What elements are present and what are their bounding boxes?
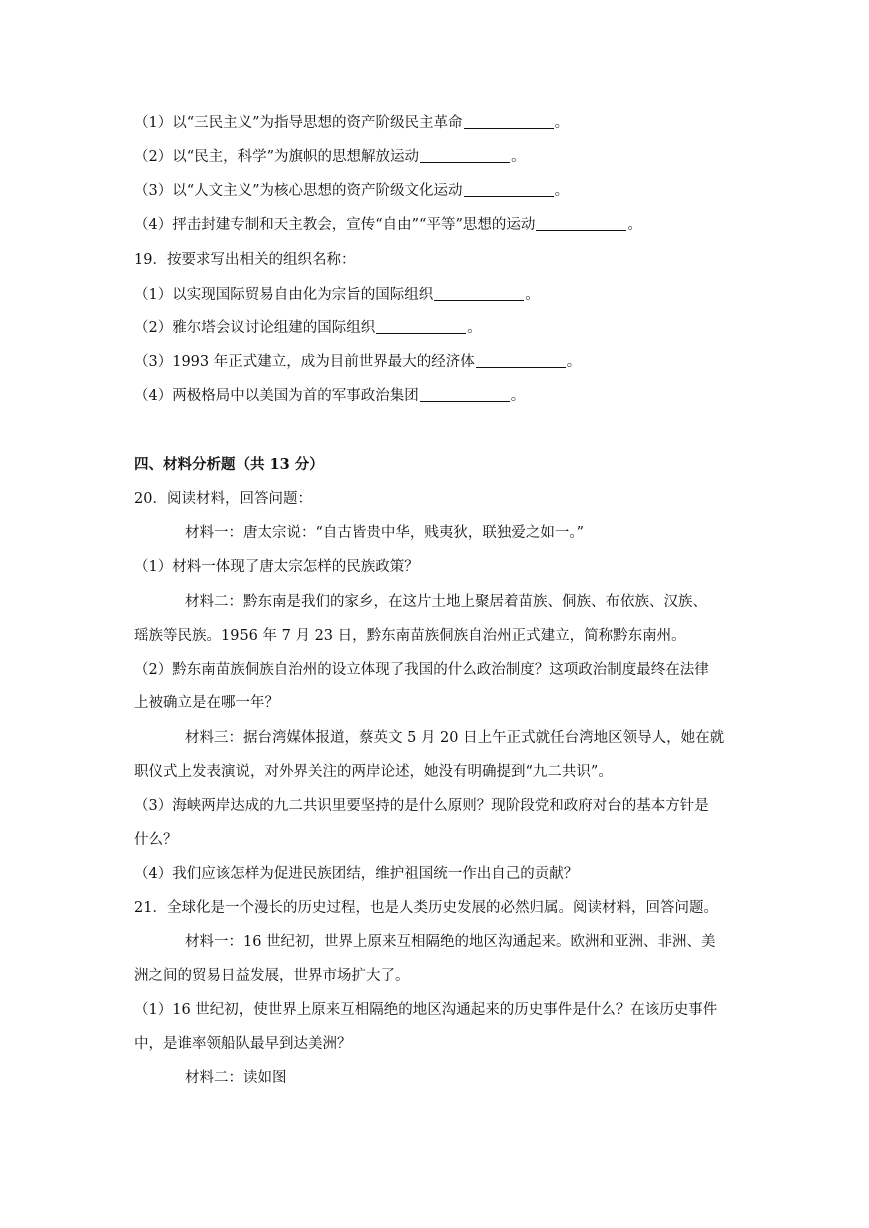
answer-blank[interactable] [464,114,554,129]
punctuation: 。 [511,149,526,165]
punctuation: 。 [554,115,570,131]
q20-material-3-line-2: 职仪式上发表演说，对外界关注的两岸论述，她没有明确提到“九二共识”。 [134,764,613,780]
q21-stem: 21．全球化是一个漫长的历史过程，也是人类历史发展的必然归属。阅读材料，回答问题。 [134,900,718,916]
q20-subquestion-4: （4）我们应该怎样为促进民族团结，维护祖国统一作出自己的贡献？ [134,866,579,882]
q21-material-2: 材料二：读如图 [185,1070,287,1086]
q19-item-4-text: （4）两极格局中以美国为首的军事政治集团 [134,388,419,404]
q19-item-3 [134,352,581,372]
q20-subquestion-2-line-2: 上被确立是在哪一年？ [134,695,279,711]
q18-item-4-text: （4）抨击封建专制和天主教会，宣传“自由”“平等”思想的运动 [134,217,536,233]
q20-stem: 20．阅读材料，回答问题： [134,491,312,507]
answer-blank[interactable] [476,353,566,368]
q18-item-2 [134,147,526,167]
q18-item-3 [134,181,569,201]
q21-subquestion-1-line-2: 中，是谁率领船队最早到达美洲？ [134,1036,352,1052]
q18-item-4 [134,215,642,235]
q20-material-3-line-1: 材料三：据台湾媒体报道，蔡英文 5 月 20 日上午正式就任台湾地区领导人，她在就 [185,730,725,746]
q20-material-1: 材料一：唐太宗说：“自古皆贵中华，贱夷狄，联独爱之如一。” [185,525,585,541]
q21-material-1-line-2: 洲之间的贸易日益发展，世界市场扩大了。 [134,968,410,984]
q19-stem: 19．按要求写出相关的组织名称： [134,252,356,268]
q19-item-2 [134,318,482,338]
q19-item-2-text: （2）雅尔塔会议讨论组建的国际组织 [134,320,376,336]
q20-material-2-line-1: 材料二：黔东南是我们的家乡，在这片土地上聚居着苗族、侗族、布依族、汉族、 [185,594,707,610]
q19-item-1-text: （1）以实现国际贸易自由化为宗旨的国际组织 [134,287,434,303]
punctuation: 。 [566,354,582,370]
q20-material-2-line-2: 瑶族等民族。1956 年 7 月 23 日，黔东南苗族侗族自治州正式建立，简称黔东南州。 [134,628,686,644]
q20-subquestion-3-line-1: （3）海峡两岸达成的九二共识里要坚持的是什么原则？现阶段党和政府对台的基本方针是 [134,798,709,814]
q19-item-1 [134,285,540,305]
q20-subquestion-1: （1）材料一体现了唐太宗怎样的民族政策？ [134,559,419,575]
punctuation: 。 [627,217,642,233]
q18-item-1 [134,113,569,133]
answer-blank[interactable] [464,182,554,197]
answer-blank[interactable] [420,148,510,163]
q21-material-1-line-1: 材料一：16 世纪初，世界上原来互相隔绝的地区沟通起来。欧洲和亚洲、非洲、美 [185,934,716,950]
q19-item-4 [134,386,525,406]
punctuation: 。 [510,388,526,404]
punctuation: 。 [525,287,540,303]
answer-blank[interactable] [376,319,466,334]
q18-item-3-text: （3）以“人文主义”为核心思想的资产阶级文化运动 [134,183,463,199]
section-heading: 四、材料分析题（共 13 分） [134,456,324,473]
q19-item-3-text: （3）1993 年正式建立，成为目前世界最大的经济体 [134,354,475,370]
punctuation: 。 [467,320,482,336]
q18-item-2-text: （2）以“民主，科学”为旗帜的思想解放运动 [134,149,420,165]
punctuation: 。 [554,183,570,199]
q20-subquestion-2-line-1: （2）黔东南苗族侗族自治州的设立体现了我国的什么政治制度？这项政治制度最终在法律 [134,662,709,678]
q18-item-1-text: （1）以“三民主义”为指导思想的资产阶级民主革命 [134,115,463,131]
q21-subquestion-1-line-1: （1）16 世纪初，使世界上原来互相隔绝的地区沟通起来的历史事件是什么？在该历史事件 [134,1002,718,1018]
answer-blank[interactable] [420,387,510,402]
answer-blank[interactable] [434,286,524,301]
q20-subquestion-3-line-2: 什么？ [134,832,178,848]
answer-blank[interactable] [536,216,626,231]
